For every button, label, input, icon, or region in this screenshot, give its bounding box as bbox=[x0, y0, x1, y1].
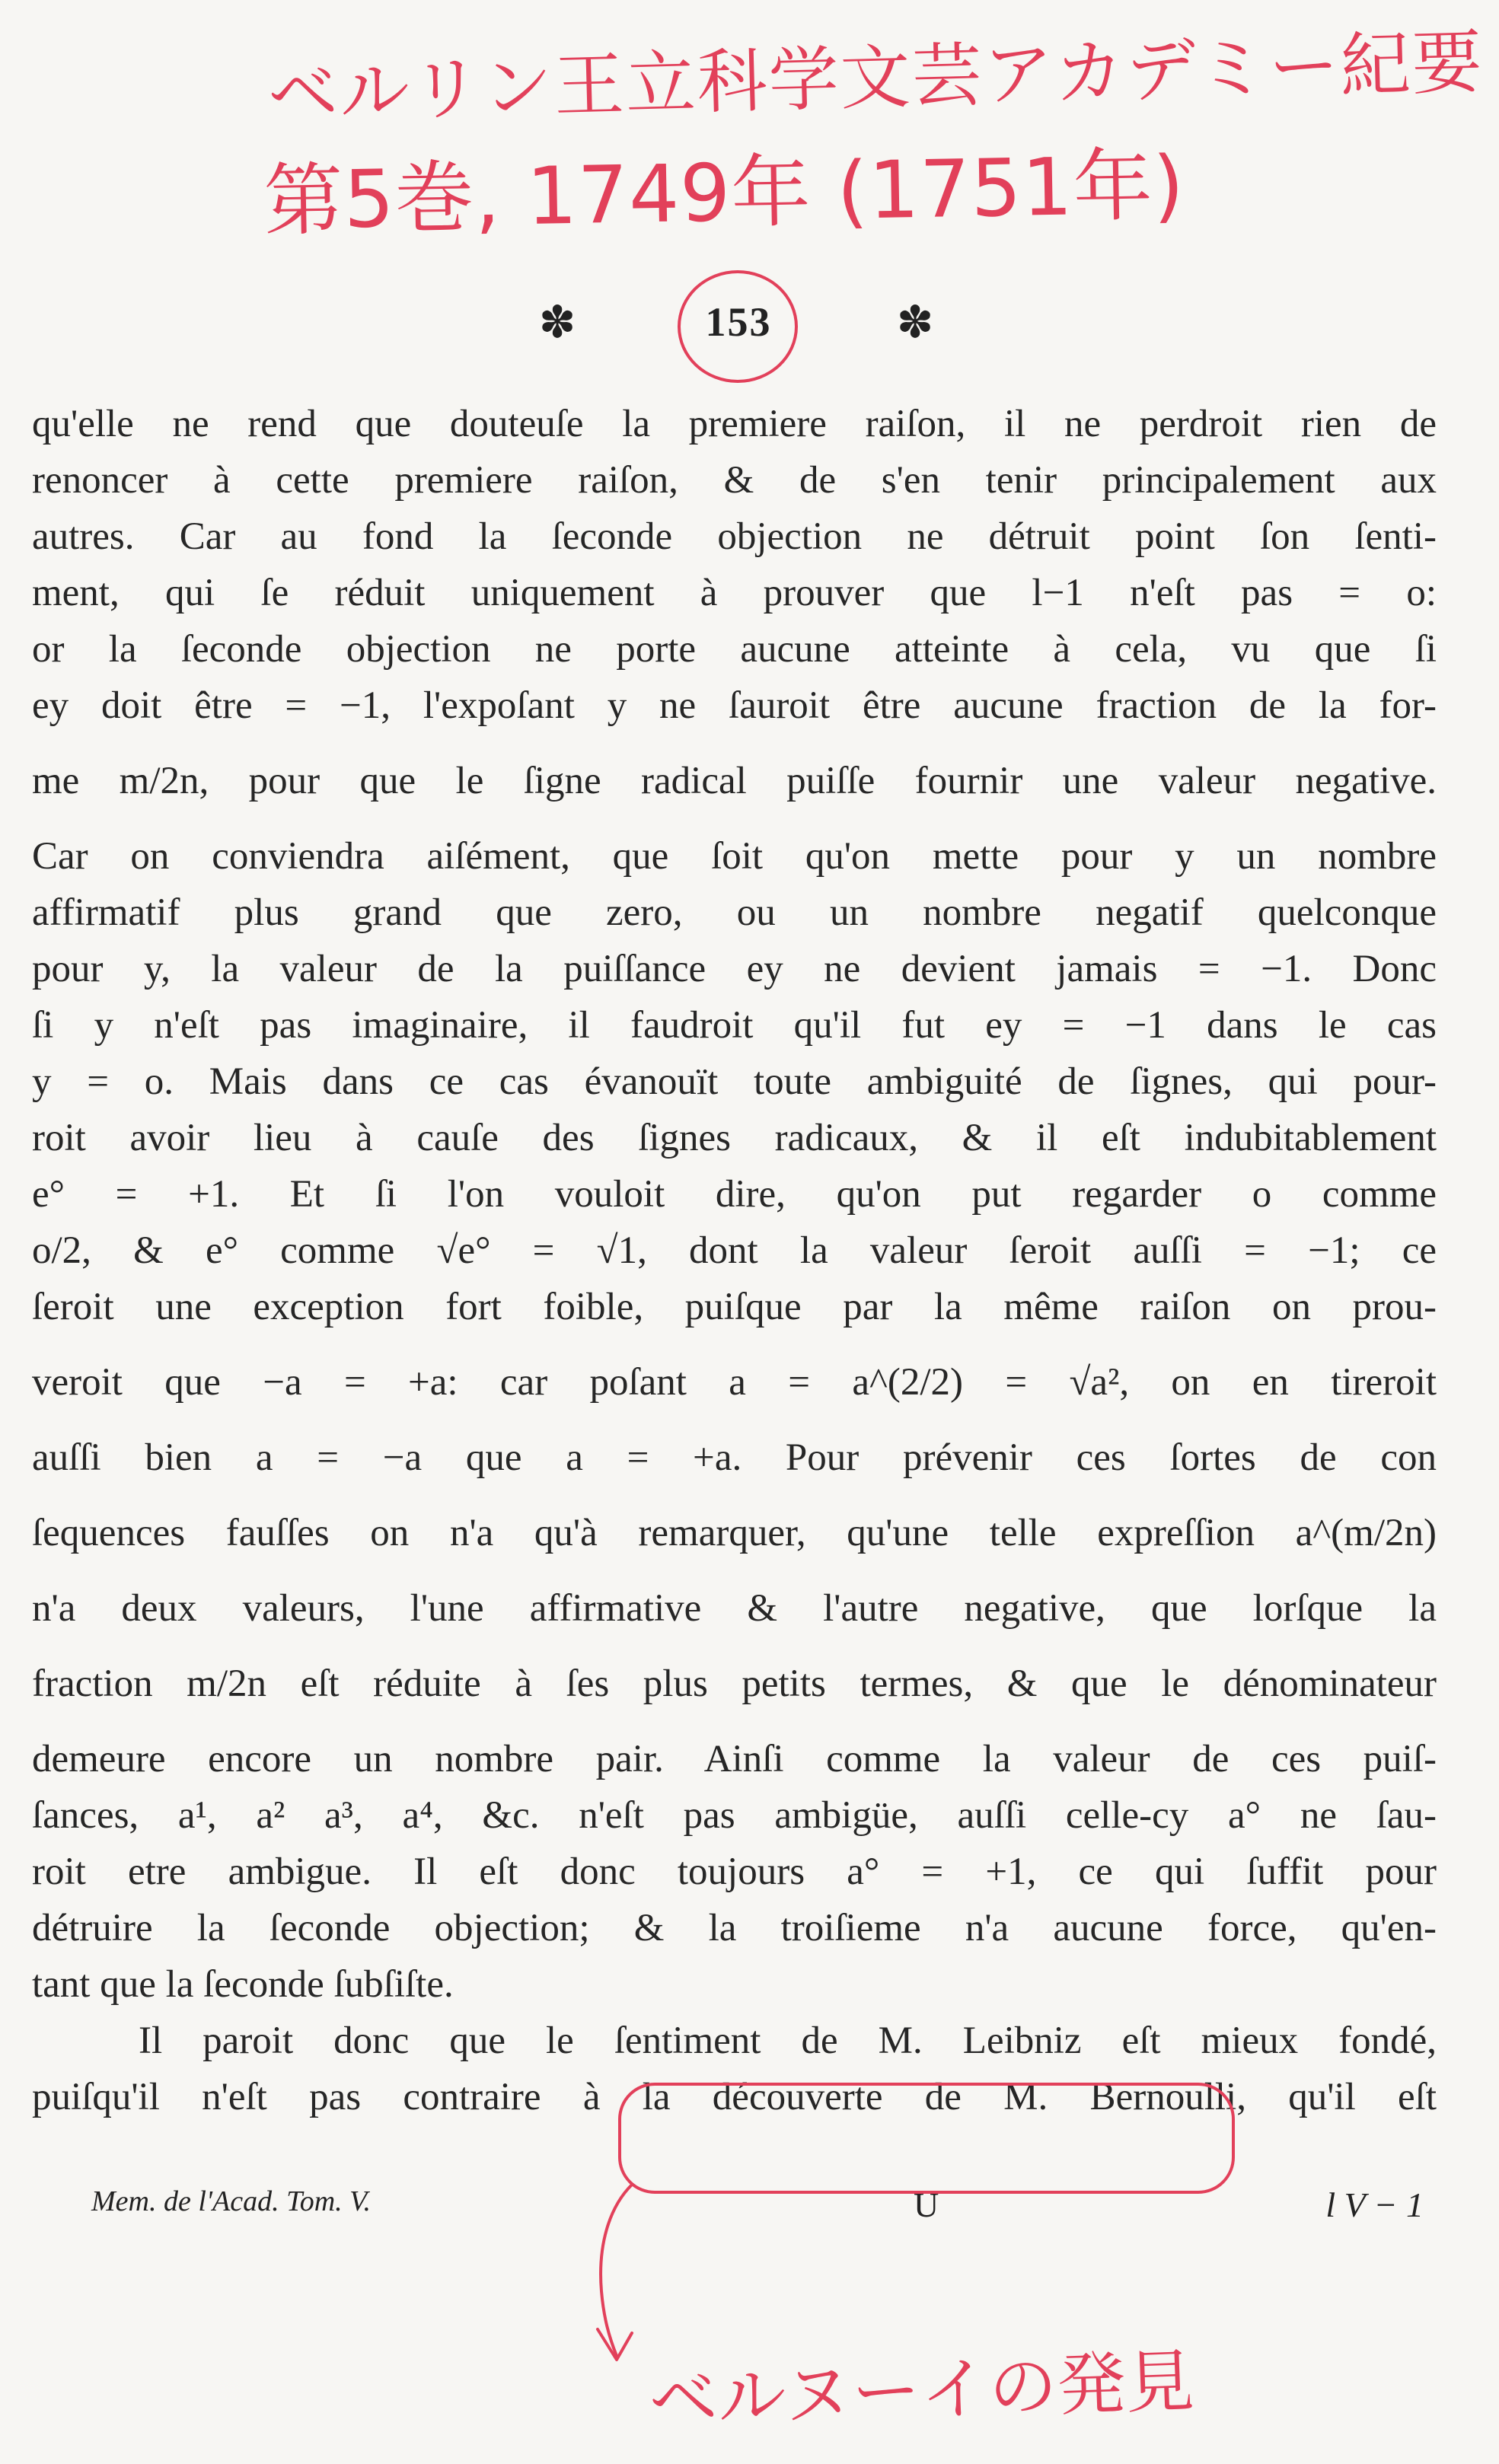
ornament-right-icon: ✽ bbox=[896, 298, 934, 347]
signature-mark: U bbox=[914, 2185, 939, 2224]
text-line: détruire la ſeconde objection; & la troiſieme n'a aucune force, qu'en- bbox=[32, 1907, 1437, 1949]
text-line: auſſi bien a = −a que a = +a. Pour prévenir ces ſortes de con bbox=[32, 1436, 1437, 1479]
text-line: demeure encore un nombre pair. Ainſi comme la valeur de ces puiſ- bbox=[32, 1738, 1437, 1780]
text-line: ſeroit une exception fort foible, puiſque par la même raiſon on prou- bbox=[32, 1286, 1437, 1328]
text-line: ſances, a¹, a² a³, a⁴, &c. n'eſt pas ambigüe, auſſi celle-cy a° ne ſau- bbox=[32, 1794, 1437, 1837]
text-line: or la ſeconde objection ne porte aucune atteinte à cela, vu que ſi bbox=[32, 628, 1437, 671]
text-line: affirmatif plus grand que zero, ou un nombre negatif quelconque bbox=[32, 891, 1437, 934]
text-line: ment, qui ſe réduit uniquement à prouver que l−1 n'eſt pas = o: bbox=[32, 572, 1437, 614]
text-line: pour y, la valeur de la puiſſance ey ne devient jamais = −1. Donc bbox=[32, 948, 1437, 990]
text-line: ey doit être = −1, l'expoſant y ne ſauroit être aucune fraction de la for- bbox=[32, 684, 1437, 727]
page-footer bbox=[91, 2185, 1424, 2230]
text-line: e° = +1. Et ſi l'on vouloit dire, qu'on put regarder o comme bbox=[32, 1173, 1437, 1216]
highlight-circle bbox=[618, 2083, 1235, 2194]
text-line: autres. Car au fond la ſeconde objection ne détruit point ſon ſenti- bbox=[32, 515, 1437, 558]
journal-reference: Mem. de l'Acad. Tom. V. bbox=[91, 2185, 371, 2217]
annotation-title: ベルリン王立科学文芸アカデミー紀要 bbox=[266, 21, 1485, 135]
text-line: qu'elle ne rend que douteuſe la premiere raiſon, il ne perdroit rien de bbox=[32, 403, 1437, 445]
annotation-volume: 第5巻, 1749年 (1751年) bbox=[263, 138, 1186, 247]
text-line: veroit que −a = +a: car poſant a = a^(2/2) = √a², on en tireroit bbox=[32, 1361, 1437, 1404]
text-line: roit avoir lieu à cauſe des ſignes radicaux, & il eſt indubitablement bbox=[32, 1117, 1437, 1159]
text-line: n'a deux valeurs, l'une affirmative & l'autre negative, que lorſque la bbox=[32, 1587, 1437, 1630]
catchword: l V − 1 bbox=[1325, 2185, 1424, 2224]
page-number: 153 bbox=[705, 299, 772, 345]
annotation-note: ベルヌーイの発見 bbox=[647, 2341, 1196, 2440]
text-line: ſi y n'eſt pas imaginaire, il faudroit qu'il fut ey = −1 dans le cas bbox=[32, 1004, 1437, 1047]
text-line: Il paroit donc que le ſentiment de M. Leibniz eſt mieux fondé, bbox=[139, 2019, 1437, 2062]
text-line: roit etre ambigue. Il eſt donc toujours a° = +1, ce qui ſuffit pour bbox=[32, 1850, 1437, 1893]
text-line: o/2, & e° comme √e° = √1, dont la valeur ſeroit auſſi = −1; ce bbox=[32, 1229, 1437, 1272]
text-line: me m/2n, pour que le ſigne radical puiſſe fournir une valeur negative. bbox=[32, 760, 1437, 802]
body-text bbox=[32, 396, 1437, 2125]
text-line: renoncer à cette premiere raiſon, & de s'en tenir principalement aux bbox=[32, 459, 1437, 502]
text-line: tant que la ſeconde ſubſiſte. bbox=[32, 1963, 454, 2006]
text-line: Car on conviendra aiſément, que ſoit qu'on mette pour y un nombre bbox=[32, 835, 1437, 878]
text-line: puiſqu'il n'eſt pas contraire à la découverte de M. Bernoulli, qu'il eſt bbox=[32, 2076, 1437, 2118]
text-line: ſequences fauſſes on n'a qu'à remarquer, qu'une telle expreſſion a^(m/2n) bbox=[32, 1512, 1437, 1554]
ornament-left-icon: ✽ bbox=[538, 298, 576, 347]
text-line: fraction m/2n eſt réduite à ſes plus petits termes, & que le dénominateur bbox=[32, 1662, 1437, 1705]
text-line: y = o. Mais dans ce cas évanouït toute ambiguité de ſignes, qui pour- bbox=[32, 1060, 1437, 1103]
